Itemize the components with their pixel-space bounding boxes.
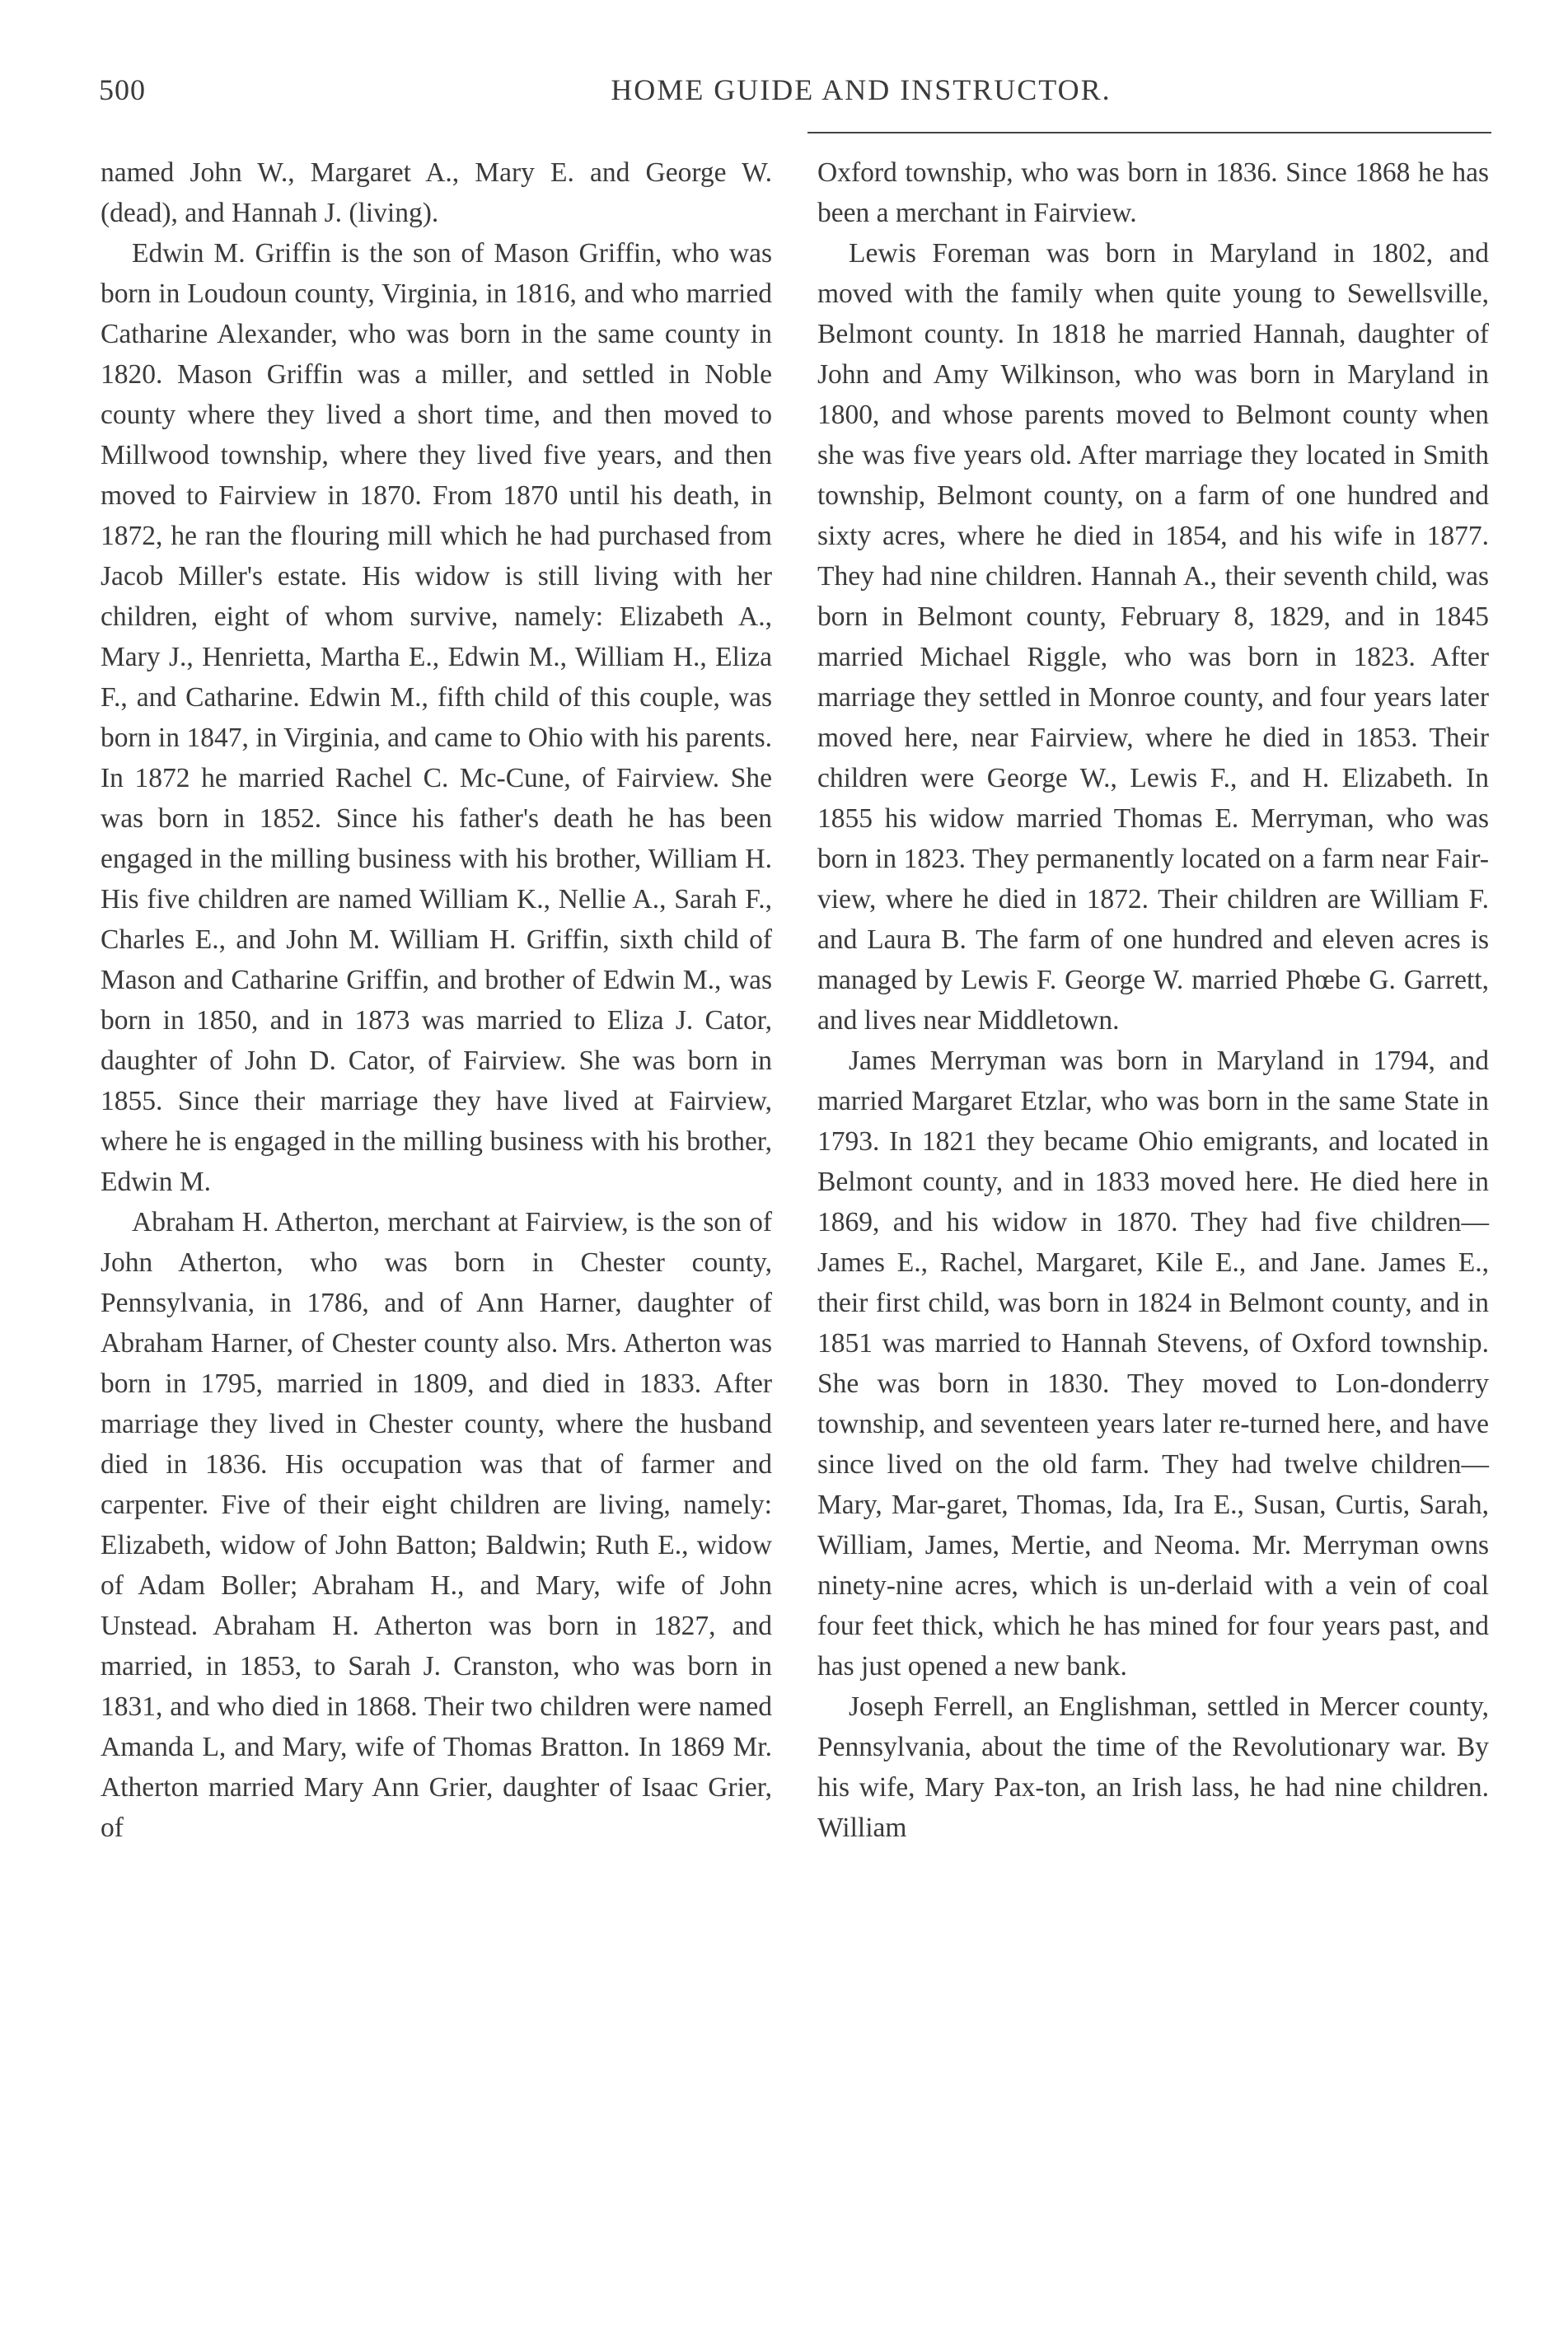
paragraph: Lewis Foreman was born in Maryland in 1802, and moved with the family when quite young to Sewellsville, Belmont county. In 1818 he married Hannah, daughter of John and Amy Wilkinson, who was born in Maryland in 1800, and whose parents moved to Belmont county when she was five years old. After marriage they located in Smith township, Belmont county, on a farm of one hundred and sixty acres, where he died in 1854, and his wife in 1877. They had nine children. Hannah A., their seventh child, was born in Belmont county, February 8, 1829, and in 1845 married Michael Riggle, who was born in 1823. After marriage they settled in Monroe county, and four years later moved here, near Fairview, where he died in 1853. Their children were George W., Lewis F., and H. Elizabeth. In 1855 his widow married Thomas E. Merryman, who was born in 1823. They permanently located on a farm near Fair-view, where he died in 1872. Their children are William F. and Laura B. The farm of one hundred and eleven acres is managed by Lewis F. George W. married Phœbe G. Garrett, and lives near Middletown.	[817, 238, 1489, 1036]
paragraph: named John W., Margaret A., Mary E. and George W. (dead), and Hannah J. (living).	[101, 157, 772, 228]
paragraph: Joseph Ferrell, an Englishman, settled in Mercer county, Pennsylvania, about the time of the Revolutionary war. By his wife, Mary Pax-ton, an Irish lass, he had nine children. William	[817, 1691, 1489, 1843]
paragraph: Abraham H. Atherton, merchant at Fairview, is the son of John Atherton, who was born in Chester county, Pennsylvania, in 1786, and of Ann Harner, daughter of Abraham Harner, of Chester county also. Mrs. Atherton was born in 1795, married in 1809, and died in 1833. After marriage they lived in Chester county, where the husband died in 1836. His occupation was that of farmer and carpenter. Five of their eight children are living, namely: Elizabeth, widow of John Batton; Baldwin; Ruth E., widow of Adam Boller; Abraham H., and Mary, wife of John Unstead. Abraham H. Atherton was born in 1827, and married, in 1853, to Sarah J. Cranston, who was born in 1831, and who died in 1868. Their two children were named Amanda L, and Mary, wife of Thomas Bratton. In 1869 Mr. Atherton married Mary Ann Grier, daughter of Isaac Grier, of	[101, 1207, 772, 1843]
paragraph: Edwin M. Griffin is the son of Mason Griffin, who was born in Loudoun county, Virginia, in 1816, and who married Catharine Alexander, who was born in the same county in 1820. Mason Griffin was a miller, and settled in Noble county where they lived a short time, and then moved to Millwood township, where they lived five years, and then moved to Fairview in 1870. From 1870 until his death, in 1872, he ran the flouring mill which he had purchased from Jacob Miller's estate. His widow is still living with her children, eight of whom survive, namely: Elizabeth A., Mary J., Henrietta, Martha E., Edwin M., William H., Eliza F., and Catharine. Edwin M., fifth child of this couple, was born in 1847, in Virginia, and came to Ohio with his parents. In 1872 he married Rachel C. Mc-Cune, of Fairview. She was born in 1852. Since his father's death he has been engaged in the milling business with his brother, William H. His five children are named William K., Nellie A., Sarah F., Charles E., and John M. William H. Griffin, sixth child of Mason and Catharine Griffin, and brother of Edwin M., was born in 1850, and in 1873 was married to Eliza J. Cator, daughter of John D. Cator, of Fairview. She was born in 1855. Since their marriage they have lived at Fairview, where he is engaged in the milling business with his brother, Edwin M.	[101, 238, 772, 1197]
right-column	[817, 152, 1489, 1848]
page-header	[99, 73, 1491, 122]
paragraph: Oxford township, who was born in 1836. Since 1868 he has been a merchant in Fairview.	[817, 157, 1489, 228]
paragraph: James Merryman was born in Maryland in 1794, and married Margaret Etzlar, who was born in the same State in 1793. In 1821 they became Ohio emigrants, and located in Belmont county, and in 1833 moved here. He died here in 1869, and his widow in 1870. They had five children—James E., Rachel, Margaret, Kile E., and Jane. James E., their first child, was born in 1824 in Belmont county, and in 1851 was married to Hannah Stevens, of Oxford township. She was born in 1830. They moved to Lon-donderry township, and seventeen years later re-turned here, and have since lived on the old farm. They had twelve children—Mary, Mar-garet, Thomas, Ida, Ira E., Susan, Curtis, Sarah, William, James, Mertie, and Neoma. Mr. Merryman owns ninety-nine acres, which is un-derlaid with a vein of coal four feet thick, which he has mined for four years past, and has just opened a new bank.	[817, 1046, 1489, 1682]
page-number: 500	[99, 73, 146, 106]
header-rule	[807, 132, 1491, 133]
left-column	[101, 152, 772, 1848]
running-title: HOME GUIDE AND INSTRUCTOR.	[611, 73, 1112, 106]
